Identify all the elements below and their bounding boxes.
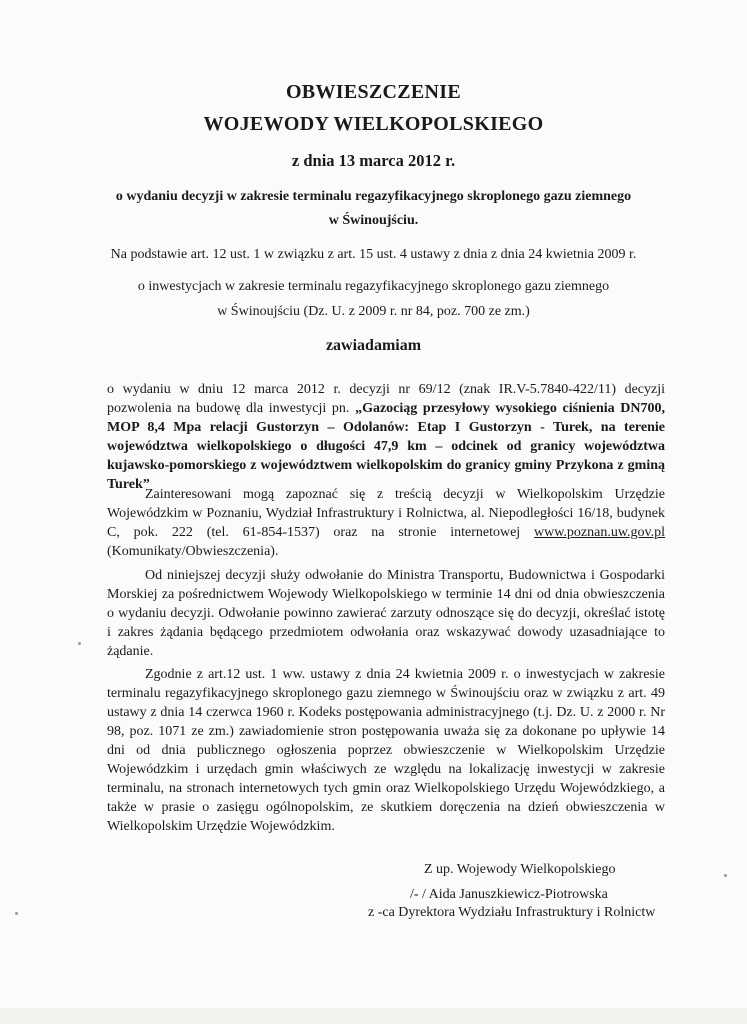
appeal-paragraph: Od niniejszej decyzji służy odwołanie do Ministra Transportu, Budownictwa i Gospodarki Morskiej za pośrednictwem Wojewody Wielkopolskiego w terminie 14 dni od dnia obwieszczenia o wydaniu decyzji. Odwołanie powinno zawierać zarzuty odnoszące się do decyzji, określać istotę i zakres żądania będącego przedmiotem odwołania oraz wskazywać dowody uzasadniające to żądanie. <box>107 568 665 659</box>
access-text-end: (Komunikaty/Obwieszczenia). <box>107 544 279 559</box>
legal-basis-line2: o inwestycjach w zakresie terminalu regazyfikacyjnego skroplonego gazu ziemnego <box>137 279 610 294</box>
signature-name: /- / Aida Januszkiewicz-Piotrowska <box>410 887 608 902</box>
document-title-line1: OBWIESZCZENIE <box>285 81 462 103</box>
notify-heading: zawiadamiam <box>325 337 422 354</box>
website-link[interactable]: www.poznan.uw.gov.pl <box>533 525 665 540</box>
subject-line2: w Świnoujściu. <box>328 213 419 228</box>
document-title-line2: WOJEWODY WIELKOPOLSKIEGO <box>203 113 544 135</box>
subject-line1: o wydaniu decyzji w zakresie terminalu regazyfikacyjnego skroplonego gazu ziemnego <box>115 189 632 204</box>
decision-paragraph <box>107 380 665 494</box>
legal-basis-line1: Na podstawie art. 12 ust. 1 w związku z art. 15 ust. 4 ustawy z dnia z dnia 24 kwietnia 2009 r. <box>110 247 637 262</box>
signature-title: z -ca Dyrektora Wydziału Infrastruktury i Rolnictw <box>368 905 656 920</box>
legal-basis-line3: w Świnoujściu (Dz. U. z 2009 r. nr 84, poz. 700 ze zm.) <box>217 304 530 319</box>
investment-name: „Gazociąg przesyłowy wysokiego ciśnienia DN700, MOP 8,4 Mpa relacji Gustorzyn – Odolanów: Etap I Gustorzyn - Turek, na terenie województwa wielkopolskiego o długości 47,9 km – odcinek od granicy województwa kujawsko-pomorskiego z województwem wielkopolskim do granicy gminy Przykona z gminą Turek” <box>107 401 665 492</box>
scan-speck <box>78 642 81 645</box>
legal-notice-paragraph: Zgodnie z art.12 ust. 1 ww. ustawy z dnia 24 kwietnia 2009 r. o inwestycjach w zakresie terminalu regazyfikacyjnego skroplonego gazu ziemnego w Świnoujściu oraz w związku z art. 49 ustawy z dnia 14 czerwca 1960 r. Kodeks postępowania administracyjnego (t.j. Dz. U. z 2000 r. Nr 98, poz. 1071 ze zm.) zawiadomienie stron postępowania uważa się za dokonane po upływie 14 dni od dnia publicznego ogłoszenia poprzez obwieszczenie w Wielkopolskim Urzędzie Wojewódzkim i urzędach gmin właściwych ze względu na lokalizację inwestycji w zakresie terminalu, na stronach internetowych tych gmin oraz Wielkopolskiego Urzędu Wojewódzkiego, a także w prasie o zasięgu ogólnopolskim, ze skutkiem doręczenia na dzień obwieszczenia w Wielkopolskim Urzędzie Wojewódzkim. <box>107 667 665 834</box>
scan-speck <box>724 874 727 877</box>
signature-line1: Z up. Wojewody Wielkopolskiego <box>424 862 616 877</box>
access-paragraph <box>107 485 665 561</box>
scan-bottom-edge <box>0 1008 747 1024</box>
scan-speck <box>15 912 18 915</box>
document-date: z dnia 13 marca 2012 r. <box>291 151 456 170</box>
access-text: Zainteresowani mogą zapoznać się z treścią decyzji w Wielkopolskim Urzędzie Wojewódzkim w Poznaniu, Wydział Infrastruktury i Rolnictwa, al. Niepodległości 16/18, budynek C, pok. 222 (tel. 61-854-1537) oraz na stronie internetowej <box>107 487 665 540</box>
decision-intro-text: o wydaniu w dniu 12 marca 2012 r. decyzji nr 69/12 (znak IR.V-5.7840-422/11) decyzji pozwolenia na budowę dla inwestycji pn. <box>107 382 665 416</box>
